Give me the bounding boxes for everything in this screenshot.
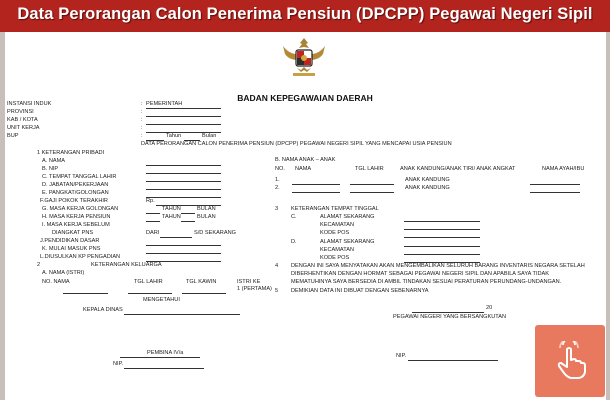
- field-line: [404, 237, 480, 238]
- tahun-label: TAHUN: [162, 206, 181, 212]
- field-line: [146, 173, 221, 174]
- field-line: [146, 253, 221, 254]
- form-row-label: G. MASA KERJA GOLONGAN: [42, 206, 119, 212]
- field-line: [146, 116, 221, 117]
- date-year: 20: [486, 305, 493, 311]
- share-badge-button[interactable]: [535, 325, 605, 397]
- field-label: BUP: [7, 133, 19, 139]
- page-title: BADAN KEPEGAWAIAN DAERAH: [237, 93, 373, 103]
- field-line: [530, 184, 580, 185]
- sub-label: A. NAMA (ISTRI): [42, 270, 85, 276]
- field-line: [404, 221, 480, 222]
- table-header: TGL LAHIR: [355, 166, 384, 172]
- signature-rank: PEMBINA IV/a: [147, 350, 184, 356]
- field-line: [146, 189, 221, 190]
- form-row-label: L.DIUSULKAN KP PENGADIAN: [40, 254, 121, 260]
- field-line: [404, 229, 480, 230]
- row-number: 2.: [275, 185, 280, 191]
- section-number: 4: [275, 263, 279, 269]
- form-row-label: B. NIP: [42, 166, 59, 172]
- field-value: PEMERINTAH: [146, 101, 183, 107]
- field-colon: :: [141, 101, 143, 107]
- table-header: NO. NAMA: [42, 279, 70, 285]
- field-line: [146, 108, 221, 109]
- form-row-label: C. TEMPAT TANGGAL LAHIR: [42, 174, 117, 180]
- table-header: NO.: [275, 166, 285, 172]
- section-number: 2: [37, 262, 41, 268]
- bup-bulan: Bulan: [202, 133, 217, 139]
- field-line: [146, 245, 221, 246]
- signature-title: PEGAWAI NEGERI YANG BERSANGKUTAN: [393, 314, 507, 320]
- dari-label: DARI: [146, 230, 160, 236]
- tahun-label: TAHUN: [162, 214, 181, 220]
- table-header: TGL KAWIN: [186, 279, 217, 285]
- form-row-label: H. MASA KERJA PENSIUN: [42, 214, 111, 220]
- address-label: KODE POS: [320, 255, 350, 261]
- field-colon: :: [141, 109, 143, 115]
- statement-line: DENGAN INI SAYA MENYATAKAN AKAN MENGEMBALIKAN SELURUH BARANG INVENTARIS NEGARA SETELAH: [291, 263, 585, 269]
- signature-nip: NIP.: [396, 353, 407, 359]
- signature-title: KEPALA DINAS: [83, 307, 123, 313]
- section-title: 1 KETERANGAN PRIBADI: [37, 150, 105, 156]
- section-title: KETERANGAN KELUARGA: [91, 262, 162, 268]
- field-line: [530, 192, 580, 193]
- field-line: [182, 293, 226, 294]
- address-label: KODE POS: [320, 230, 350, 236]
- field-line: [350, 184, 394, 185]
- address-label: ALAMAT SEKARANG: [320, 214, 375, 220]
- field-line: [146, 197, 221, 198]
- hand-pointer-icon: [553, 341, 587, 379]
- field-line: [120, 357, 200, 358]
- field-line: [404, 246, 480, 247]
- field-label: PROVINSI: [7, 109, 34, 115]
- table-header: ISTRI KE: [237, 279, 261, 285]
- field-line: [181, 213, 195, 214]
- sd-sekarang-label: S/D SEKARANG: [194, 230, 236, 236]
- section-title: B. NAMA ANAK – ANAK: [275, 157, 336, 163]
- statement-line: DIBERHENTIKAN DENGAN HORMAT SEBAGAI PEGAWAI NEGERI SIPIL DAN APABILA SAYA TIDAK: [291, 271, 549, 277]
- garuda-emblem-icon: [279, 32, 329, 82]
- sub-label: C.: [291, 214, 297, 220]
- statement-line: MEMATUHINYA SAYA BERSEDIA DI AMBIL TINDAKAN SESUAI PERATURAN PERUNDANG-UNDANGAN.: [291, 279, 562, 285]
- form-row-label: E. PANGKAT/GOLONGAN: [42, 190, 109, 196]
- field-line: [128, 293, 172, 294]
- field-line: [160, 237, 192, 238]
- rp-label: Rp.: [146, 198, 155, 204]
- section-title: KETERANGAN TEMPAT TINGGAL: [291, 206, 379, 212]
- field-label: KAB / KOTA: [7, 117, 38, 123]
- bup-tahun: Tahun: [166, 133, 182, 139]
- form-row-label: K. MULAI MASUK PNS: [42, 246, 101, 252]
- field-line: [350, 192, 394, 193]
- field-line: [292, 192, 340, 193]
- form-row-label: A. NAMA: [42, 158, 66, 164]
- field-line: [63, 293, 108, 294]
- anak-kandung: ANAK KANDUNG: [405, 177, 450, 183]
- signature-nip: NIP.: [113, 361, 124, 367]
- banner-title: Data Perorangan Calon Penerima Pensiun (DPCPP) Pegawai Negeri Sipil: [17, 5, 593, 23]
- field-line: [146, 124, 221, 125]
- istri-ke-value: 1 (PERTAMA): [237, 286, 272, 292]
- form-row-label: I. MASA KERJA SEBELUM: [42, 222, 110, 228]
- field-colon: :: [141, 133, 143, 139]
- field-line: [408, 360, 498, 361]
- table-header: TGL LAHIR: [134, 279, 163, 285]
- field-line: [124, 314, 240, 315]
- bulan-label: BULAN: [197, 214, 216, 220]
- sub-label: D.: [291, 239, 297, 245]
- field-line: [146, 221, 160, 222]
- form-row-label: DIANGKAT PNS: [52, 230, 94, 236]
- field-line: [146, 213, 160, 214]
- bulan-label: BULAN: [197, 206, 216, 212]
- field-colon: :: [141, 125, 143, 131]
- statement-line: DEMIKIAN DATA INI DIBUAT DENGAN SEBENARNYA: [291, 288, 429, 294]
- field-label: UNIT KERJA: [7, 125, 40, 131]
- form-subtitle: DATA PERORANGAN CALON PENERIMA PENSIUN (DPCPP) PEGAWAI NEGERI SIPIL YANG MENCAPAI USIA PENSIUN: [141, 141, 452, 147]
- row-number: 1.: [275, 177, 280, 183]
- signature-heading: MENGETAHUI: [143, 297, 180, 303]
- form-row-label: D. JABATAN/PEKERJAAN: [42, 182, 109, 188]
- table-header: ANAK KANDUNG/ANAK TIRI/ ANAK ANGKAT: [400, 166, 516, 172]
- section-number: 5: [275, 288, 279, 294]
- table-header: NAMA: [295, 166, 312, 172]
- field-line: [404, 254, 480, 255]
- field-line: [181, 221, 195, 222]
- field-line: [124, 368, 204, 369]
- form-row-label: J.PENDIDIKAN DASAR: [40, 238, 100, 244]
- section-number: 3: [275, 206, 279, 212]
- field-line: [146, 181, 221, 182]
- anak-kandung: ANAK KANDUNG: [405, 185, 450, 191]
- field-line: [146, 165, 221, 166]
- address-label: ALAMAT SEKARANG: [320, 239, 375, 245]
- field-label: INSTANSI INDUK: [7, 101, 52, 107]
- form-row-label: F.GAJI POKOK TERAKHIR: [40, 198, 108, 204]
- field-line: [292, 184, 340, 185]
- field-colon: :: [141, 117, 143, 123]
- table-header: NAMA AYAH/IBU: [542, 166, 585, 172]
- field-line: [412, 312, 484, 313]
- address-label: KECAMATAN: [320, 222, 354, 228]
- address-label: KECAMATAN: [320, 247, 354, 253]
